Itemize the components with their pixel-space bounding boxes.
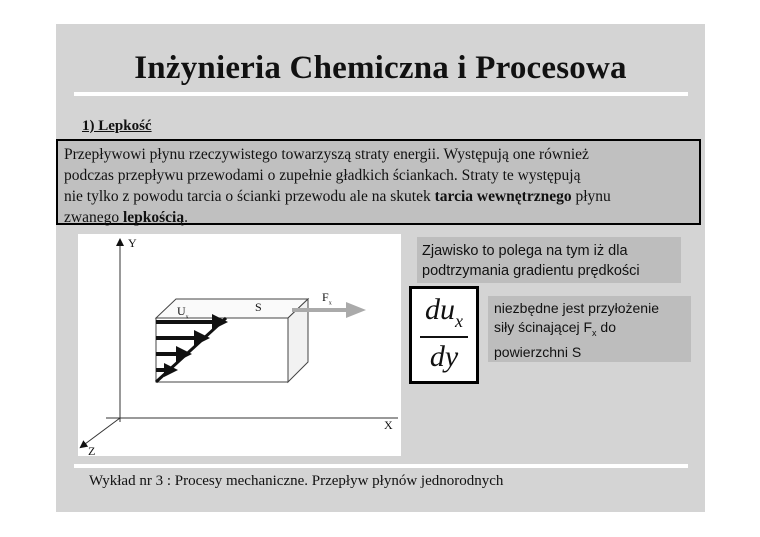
- force-label-sub: x: [328, 300, 332, 307]
- formula-numerator-sub: x: [455, 311, 463, 331]
- definition-line-1: Przepływowi płynu rzeczywistego towarzyszą straty energii. Występują one również: [64, 146, 589, 163]
- phenomenon-line-1: Zjawisko to polega na tym iż dla: [422, 243, 628, 259]
- definition-line-3-end: płynu: [571, 188, 611, 205]
- shear-line-1: niezbędne jest przyłożenie: [494, 300, 659, 316]
- definition-line-4: [64, 207, 699, 228]
- z-axis-label: Z: [88, 444, 96, 458]
- viscosity-keyword: lepkością: [122, 209, 185, 226]
- velocity-label-sub: x: [185, 314, 189, 321]
- shear-line-2-end: do: [596, 319, 616, 335]
- force-label: [322, 290, 332, 306]
- shear-diagram: [78, 234, 401, 456]
- definition-box: [56, 139, 701, 225]
- formula-numerator-text: du: [425, 293, 455, 326]
- formula-denominator: dy: [429, 340, 459, 373]
- slide: [56, 24, 705, 512]
- formula-numerator: [412, 293, 476, 332]
- box-front-face: [156, 318, 288, 382]
- definition-line-3: [64, 186, 699, 207]
- definition-line-3-start: nie tylko z powodu tarcia o ścianki przewodu ale na skutek: [64, 188, 435, 205]
- definition-line-2: podczas przepływu przewodami o zupełnie gładkich ściankach. Straty te występują: [64, 167, 581, 184]
- surface-label: S: [255, 300, 262, 314]
- shear-diagram-graphic: [78, 234, 401, 456]
- shear-force-note: [488, 296, 691, 362]
- force-label-letter: F: [322, 290, 329, 304]
- definition-line-4-start: zwanego: [64, 209, 123, 226]
- phenomenon-line-2: podtrzymania gradientu prędkości: [422, 263, 640, 279]
- shear-line-2-sub: x: [592, 327, 597, 338]
- footer-divider: [74, 464, 688, 468]
- definition-line-4-end: .: [184, 209, 188, 226]
- shear-line-3: powierzchni S: [494, 343, 582, 360]
- section-heading: 1) Lepkość: [82, 118, 152, 134]
- slide-title: Inżynieria Chemiczna i Procesowa: [134, 50, 627, 86]
- y-axis-label: Y: [128, 236, 137, 250]
- x-axis-label: X: [384, 418, 393, 432]
- internal-friction-term: tarcia wewnętrznego: [434, 188, 572, 205]
- z-axis: [81, 418, 120, 447]
- formula-fraction-bar: [420, 336, 468, 338]
- velocity-label: [177, 304, 189, 320]
- shear-line-2: [494, 318, 691, 343]
- lecture-footer: Wykład nr 3 : Procesy mechaniczne. Przepływ płynów jednorodnych: [89, 473, 504, 489]
- velocity-gradient-formula: [409, 286, 479, 384]
- title-divider: [74, 92, 688, 96]
- velocity-label-letter: U: [177, 304, 186, 318]
- phenomenon-note: [417, 237, 681, 283]
- shear-line-2-start: siły ścinającej F: [494, 319, 593, 335]
